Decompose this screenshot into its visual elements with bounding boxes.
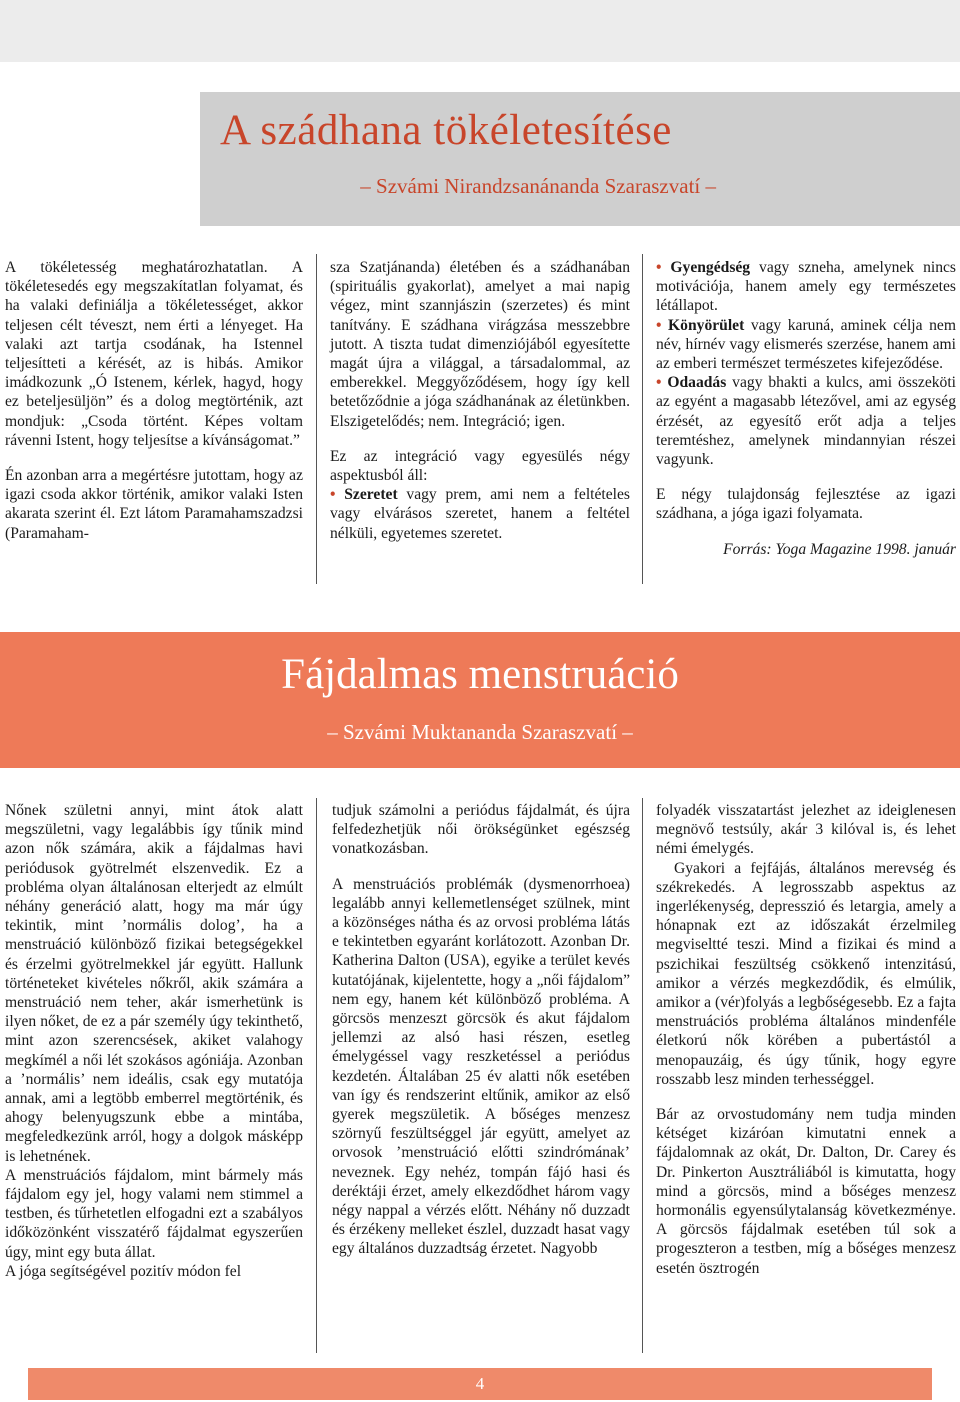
- article2-header: [0, 632, 960, 768]
- column-divider: [642, 798, 643, 1353]
- paragraph: Én azonban arra a megértésre jutottam, hogy az igazi csoda akkor történik, amikor valaki Isten akarata szerint él. Ezt látom Paramahamszadzsi (Paramaham-: [5, 467, 303, 542]
- bullet-item: [656, 258, 956, 316]
- paragraph: Ez az integráció vagy egyesülés négy aspektusból áll:: [330, 447, 630, 485]
- top-gray-strip: [0, 0, 960, 62]
- paragraph: A menstruációs fájdalom, mint bármely más fájdalom egy jel, hogy valami nem stimmel a testben, és tűrhetetlen elfogadni ezt a szabályos időközönként visszatérő fájdalmat egyszerűen úgy, mint egy buta állat.: [5, 1166, 303, 1261]
- article1-column-3: [656, 258, 956, 559]
- article1-title: A szádhana tökéletesítése: [220, 107, 672, 154]
- paragraph: Gyakori a fejfájás, általános merevség és székrekedés. A legrosszabb aspektus az ingerlékenység, depresszió és letargia, amely a hónapnak ezt az időszakát érzelmileg megviseltté teszi. Mind a fizikai és mind a pszichikai feszültség csökkenő intenzitású, amikor a vérzés megkezdődik, és elmúlik, amikor a (vér)folyás a legbőségesebb. Ez a fajta menstruációs probléma általános mindenféle életkorú nők körében a pubertástól a menopauzáig, és úgy tűnik, hogy egyre rosszabb lesz minden terhességgel.: [656, 859, 956, 1088]
- article1-header: [200, 92, 960, 226]
- paragraph: sza Szatjánanda) életében és a szádhanában (spirituális gyakorlat), amelyet a mai napig végez, mint szannjászin (szerzetes) és mint tanítvány. E szádhana virágzása messzebbre jutott. A tiszta tudat dimenziójából egyesítette magát újra a világgal, a társadalommal, az emberekkel. Meggyőződésem, hogy így kell betetőződnie a jóga szádhanának az életünkben. Elszigetelődés; nem. Integráció; igen.: [330, 259, 630, 430]
- bullet-term: Szeretet: [344, 486, 398, 504]
- bullet-icon: •: [656, 316, 662, 334]
- source-credit: Forrás: Yoga Magazine 1998. január: [723, 540, 956, 558]
- footer-bar: [28, 1368, 932, 1400]
- paragraph: A tökéletesség meghatározhatatlan. A tökéletesedés egy megszakítatlan folyamat, és ha valaki definiálja a tökéletességet, akkor teljesen célt téveszt, nem érti a lényeget. Ha valaki azt tartja csodának, ha Istennel teljesítteti a kérését, az is hibás. Amikor imádkozunk „Ó Istenem, kérlek, hagyd, hogy ez beteljesüljön” és a dolog megtörténik, azt mondjuk: „Csoda történt. Képes voltam rávenni Istent, hogy teljesítse a kívánságomat.”: [5, 259, 303, 449]
- article1-column-1: [5, 258, 303, 543]
- column-divider: [316, 254, 317, 584]
- paragraph: tudjuk számolni a periódus fájdalmát, és újra felfedezhetjük női örökségünket egészség vonatkozásban.: [332, 802, 630, 858]
- bullet-icon: •: [656, 259, 662, 276]
- page-number: 4: [475, 1374, 485, 1393]
- bullet-text: vagy szneha, amelynek nincs motivációja, hanem amely egy természetes létállapot.: [656, 259, 956, 315]
- bullet-item: [330, 485, 630, 543]
- bullet-term: Könyörület: [668, 316, 745, 334]
- bullet-icon: •: [330, 486, 336, 504]
- article1-author: – Szvámi Nirandzsanánanda Szaraszvatí –: [360, 174, 716, 198]
- paragraph: A menstruációs problémák (dysmenorrhoea) legalább annyi kellemetlenséget szülnek, mint a közönséges nátha és az orvosi probléma látás e tekintetben egyaránt korlátozott. Azonban Dr. Katherina Dalton (USA), egyike a terület kevés kutatójának, kijelentette, hogy a „női fájdalom” nem egy, hanem két különböző probléma. A görcsös menzeszt görcsök és akut fájdalom jellemzi az alsó hasi részen, esetleg émelygéssel vagy reszketéssel a periódus kezdetén. Általában 25 év alatti nők esetében van így és rendszerint eltűnik, amikor az első gyerek megszületik. A bőséges menzesz szörnyű feszültséggel jár együtt, amelyet az orvosok ’menstruáció előtti szindrómának’ neveznek. Egy nehéz, tompán fájó hasi és deréktáji érzet, amely elkezdődhet három vagy négy nappal a vérzés előtt. Néhány nő duzzadt és érzékeny melleket észlel, duzzadt hasat vagy egy általános duzzadtság érzetet. Nagyobb: [332, 875, 630, 1258]
- column-divider: [316, 798, 317, 1353]
- article2-author: – Szvámi Muktananda Szaraszvatí –: [327, 720, 633, 744]
- paragraph: E négy tulajdonság fejlesztése az igazi szádhana, a jóga igazi folyamata.: [656, 486, 956, 523]
- bullet-item: [656, 373, 956, 469]
- article2-column-2: [332, 801, 630, 1259]
- bullet-text: vagy prem, ami nem a feltételes vagy elvárásos szeretet, hanem a feltétel nélküli, egyetemes szeretet.: [330, 486, 630, 542]
- bullet-term: Odaadás: [667, 374, 727, 392]
- bullet-icon: •: [656, 374, 662, 392]
- bullet-text: vagy karuná, aminek célja nem név, hírnév vagy elismerés szerzése, hanem ami az emberi természet természetes kifejeződése.: [656, 316, 956, 373]
- paragraph: Bár az orvostudomány nem tudja minden kétséget kizáróan kimutatni ennek a fájdalomnak az okát, Dr. Dalton, Dr. Carey és Dr. Pinkerton Ausztráliából is kimutatta, hogy mind a görcsös, mind a bőséges menzesz hormonális egyensúlytalanság következménye. A görcsös fájdalmak esetében túl sok a progeszteron a testben, míg a bőséges menzesz esetén ösztrogén: [656, 1106, 956, 1277]
- paragraph: folyadék visszatartást jelezhet az ideiglenesen megnövő testsúly, akár 3 kilóval is, és lehet némi émelygés.: [656, 802, 956, 858]
- article2-column-1: [5, 801, 303, 1281]
- paragraph: Nőnek születni annyi, mint átok alatt megszületni, vagy legalábbis így tűnik mind azon nők számára, akik a fájdalmas havi periódusok gyötrelmét elszenvedik. Ez a probléma olyan általánosan elterjedt az elmúlt néhány generáció alatt, hogy ma már úgy tekintik, mint ’normális dolog’, ha a menstruáció különböző fizikai betegségekkel és érzelmi gyötrelmekkel jár együtt. Hallunk történeteket kivételes nőkről, akik számára a menstruáció nem teher, akár ismerhetünk is ilyen nőket, de ez a pár személy úgy tekinthető, mint azon szerencsések, akiket valahogy megkímél a női lét szokásos agóniája. Azonban a ’normális’ nem ideális, csak egy mutatója annak, ami a legtöbb emberrel megtörténik, és ahogy belenyugszunk ebbe a mintába, megfeledkezünk arról, hogy a dolgok másképp is lehetnének.: [5, 802, 303, 1165]
- paragraph: A jóga segítségével pozitív módon fel: [5, 1262, 242, 1280]
- article2-column-3: [656, 801, 956, 1278]
- article1-column-2: [330, 258, 630, 543]
- bullet-item: [656, 316, 956, 374]
- bullet-text: vagy bhakti a kulcs, ami összeköti az egyént a magasabb létezővel, ami az egység érzését, az egyesítő erőt adja a teljes teremtéshez, amelynek mindannyian részei vagyunk.: [656, 374, 956, 469]
- bullet-term: Gyengédség: [670, 259, 751, 276]
- article2-title: Fájdalmas menstruáció: [281, 651, 679, 698]
- column-divider: [642, 254, 643, 584]
